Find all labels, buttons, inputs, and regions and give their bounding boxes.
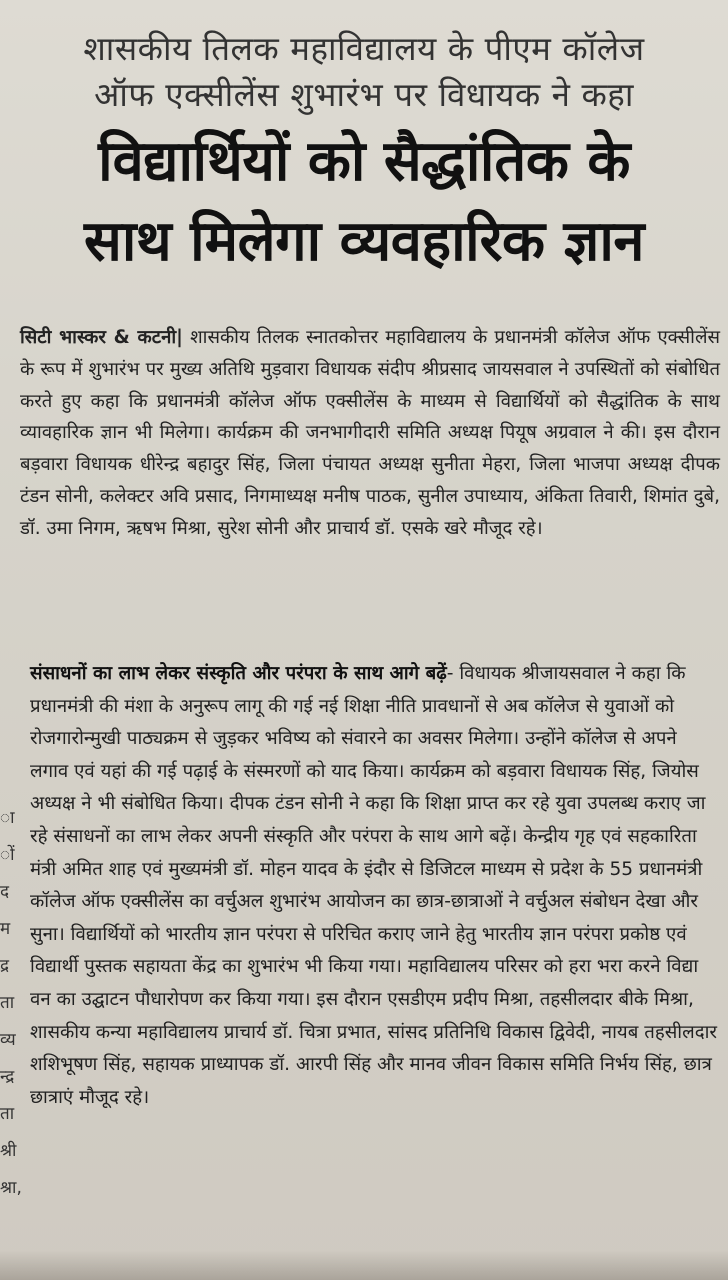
kicker bbox=[0, 0, 728, 118]
gutter-fragment: व्य bbox=[0, 1030, 16, 1050]
article-lead bbox=[20, 322, 720, 545]
gutter-fragment: ता bbox=[0, 1104, 15, 1124]
paper-shadow bbox=[0, 1250, 728, 1280]
headline-line-1: विद्यार्थियों को सैद्धांतिक के bbox=[98, 129, 630, 194]
gutter-fragment: ा bbox=[0, 808, 15, 828]
article-paragraph-2 bbox=[30, 658, 718, 1114]
adjacent-column-fragments bbox=[0, 800, 22, 1207]
gutter-fragment: द्र bbox=[0, 956, 10, 976]
kicker-line-2: ऑफ एक्सीलेंस शुभारंभ पर विधायक ने कहा bbox=[94, 75, 634, 114]
gutter-fragment: न्द्र bbox=[0, 1067, 15, 1087]
kicker-line-1: शासकीय तिलक महाविद्यालय के पीएम कॉलेज bbox=[83, 29, 645, 68]
dateline: सिटी भास्कर & कटनी| bbox=[20, 327, 183, 348]
gutter-fragment: श्री bbox=[0, 1141, 17, 1161]
headline bbox=[0, 122, 728, 282]
paragraph-2-text: - विधायक श्रीजायसवाल ने कहा कि प्रधानमंत्री की मंशा के अनुरूप लागू की गई नई शिक्षा नीति प्रावधानों से अब कॉलेज से युवाओं को रोजगारोन्मुखी पाठ्यक्रम से जुड़कर भविष्य को संवारने का अवसर मिलेगा। उन्होंने कॉलेज से अपने लगाव एवं यहां की गई पढ़ाई के संस्मरणों को याद किया। कार्यक्रम को बड़वारा विधायक सिंह, जियोस अध्यक्ष ने भी संबोधित किया। दीपक टंडन सोनी ने कहा कि शिक्षा प्राप्त कर रहे युवा उपलब्ध कराए जा रहे संसाधनों का लाभ लेकर अपनी संस्कृति और परंपरा के साथ आगे बढ़ें। केन्द्रीय गृह एवं सहकारिता मंत्री अमित शाह एवं मुख्यमंत्री डॉ. मोहन यादव के इंदौर से डिजिटल माध्यम से प्रदेश के 55 प्रधानमंत्री कॉलेज ऑफ एक्सीलेंस का वर्चुअल शुभारंभ आयोजन का छात्र-छात्राओं ने वर्चुअल संबोधन देखा और सुना। विद्यार्थियों को भारतीय ज्ञान परंपरा से परिचित कराए जाने हेतु भारतीय ज्ञान परंपरा प्रकोष्ठ एवं विद्यार्थी पुस्तक सहायता केंद्र का शुभारंभ भी किया गया। महाविद्यालय परिसर को हरा भरा करने विद्या वन का उद्घाटन पौधारोपण कर किया गया। इस दौरान एसडीएम प्रदीप मिश्रा, तहसीलदार बीके मिश्रा, शासकीय कन्या महाविद्यालय प्राचार्य डॉ. चित्रा प्रभात, सांसद प्रतिनिधि विकास द्विवेदी, नायब तहसीलदार शशिभूषण सिंह, सहायक प्राध्यापक डॉ. आरपी सिंह और मानव जीवन विकास समिति निर्भय सिंह, छात्र छात्राएं मौजूद रहे। bbox=[30, 663, 718, 1108]
gutter-fragment: म bbox=[0, 919, 11, 939]
article-paragraph-1 bbox=[20, 322, 720, 545]
gutter-fragment: ों bbox=[0, 845, 15, 865]
paragraph-1-text: शासकीय तिलक स्नातकोत्तर महाविद्यालय के प्रधानमंत्री कॉलेज ऑफ एक्सीलेंस के रूप में शुभारंभ पर मुख्य अतिथि मुड़वारा विधायक संदीप श्रीप्रसाद जायसवाल ने उपस्थितों को संबोधित करते हुए कहा कि प्रधानमंत्री कॉलेज ऑफ एक्सीलेंस के माध्यम से विद्यार्थियों को सैद्धांतिक के साथ व्यावहारिक ज्ञान भी मिलेगा। कार्यक्रम की जनभागीदारी समिति अध्यक्ष पियूष अग्रवाल ने की। इस दौरान बड़वारा विधायक धीरेन्द्र बहादुर सिंह, जिला पंचायत अध्यक्ष सुनीता मेहरा, जिला भाजपा अध्यक्ष दीपक टंडन सोनी, कलेक्टर अवि प्रसाद, निगमाध्यक्ष मनीष पाठक, सुनील उपाध्याय, अंकिता तिवारी, शिमांत दुबे, डॉ. उमा निगम, ऋषभ मिश्रा, सुरेश सोनी और प्राचार्य डॉ. एसके खरे मौजूद रहे। bbox=[20, 327, 720, 539]
gutter-fragment: ता bbox=[0, 993, 15, 1013]
gutter-fragment: श्रा, bbox=[0, 1178, 22, 1198]
subheading: संसाधनों का लाभ लेकर संस्कृति और परंपरा के साथ आगे बढ़ें bbox=[30, 663, 447, 684]
headline-line-2: साथ मिलेगा व्यवहारिक ज्ञान bbox=[83, 209, 645, 274]
gutter-fragment: द bbox=[0, 882, 10, 902]
article-continued bbox=[30, 658, 718, 1114]
